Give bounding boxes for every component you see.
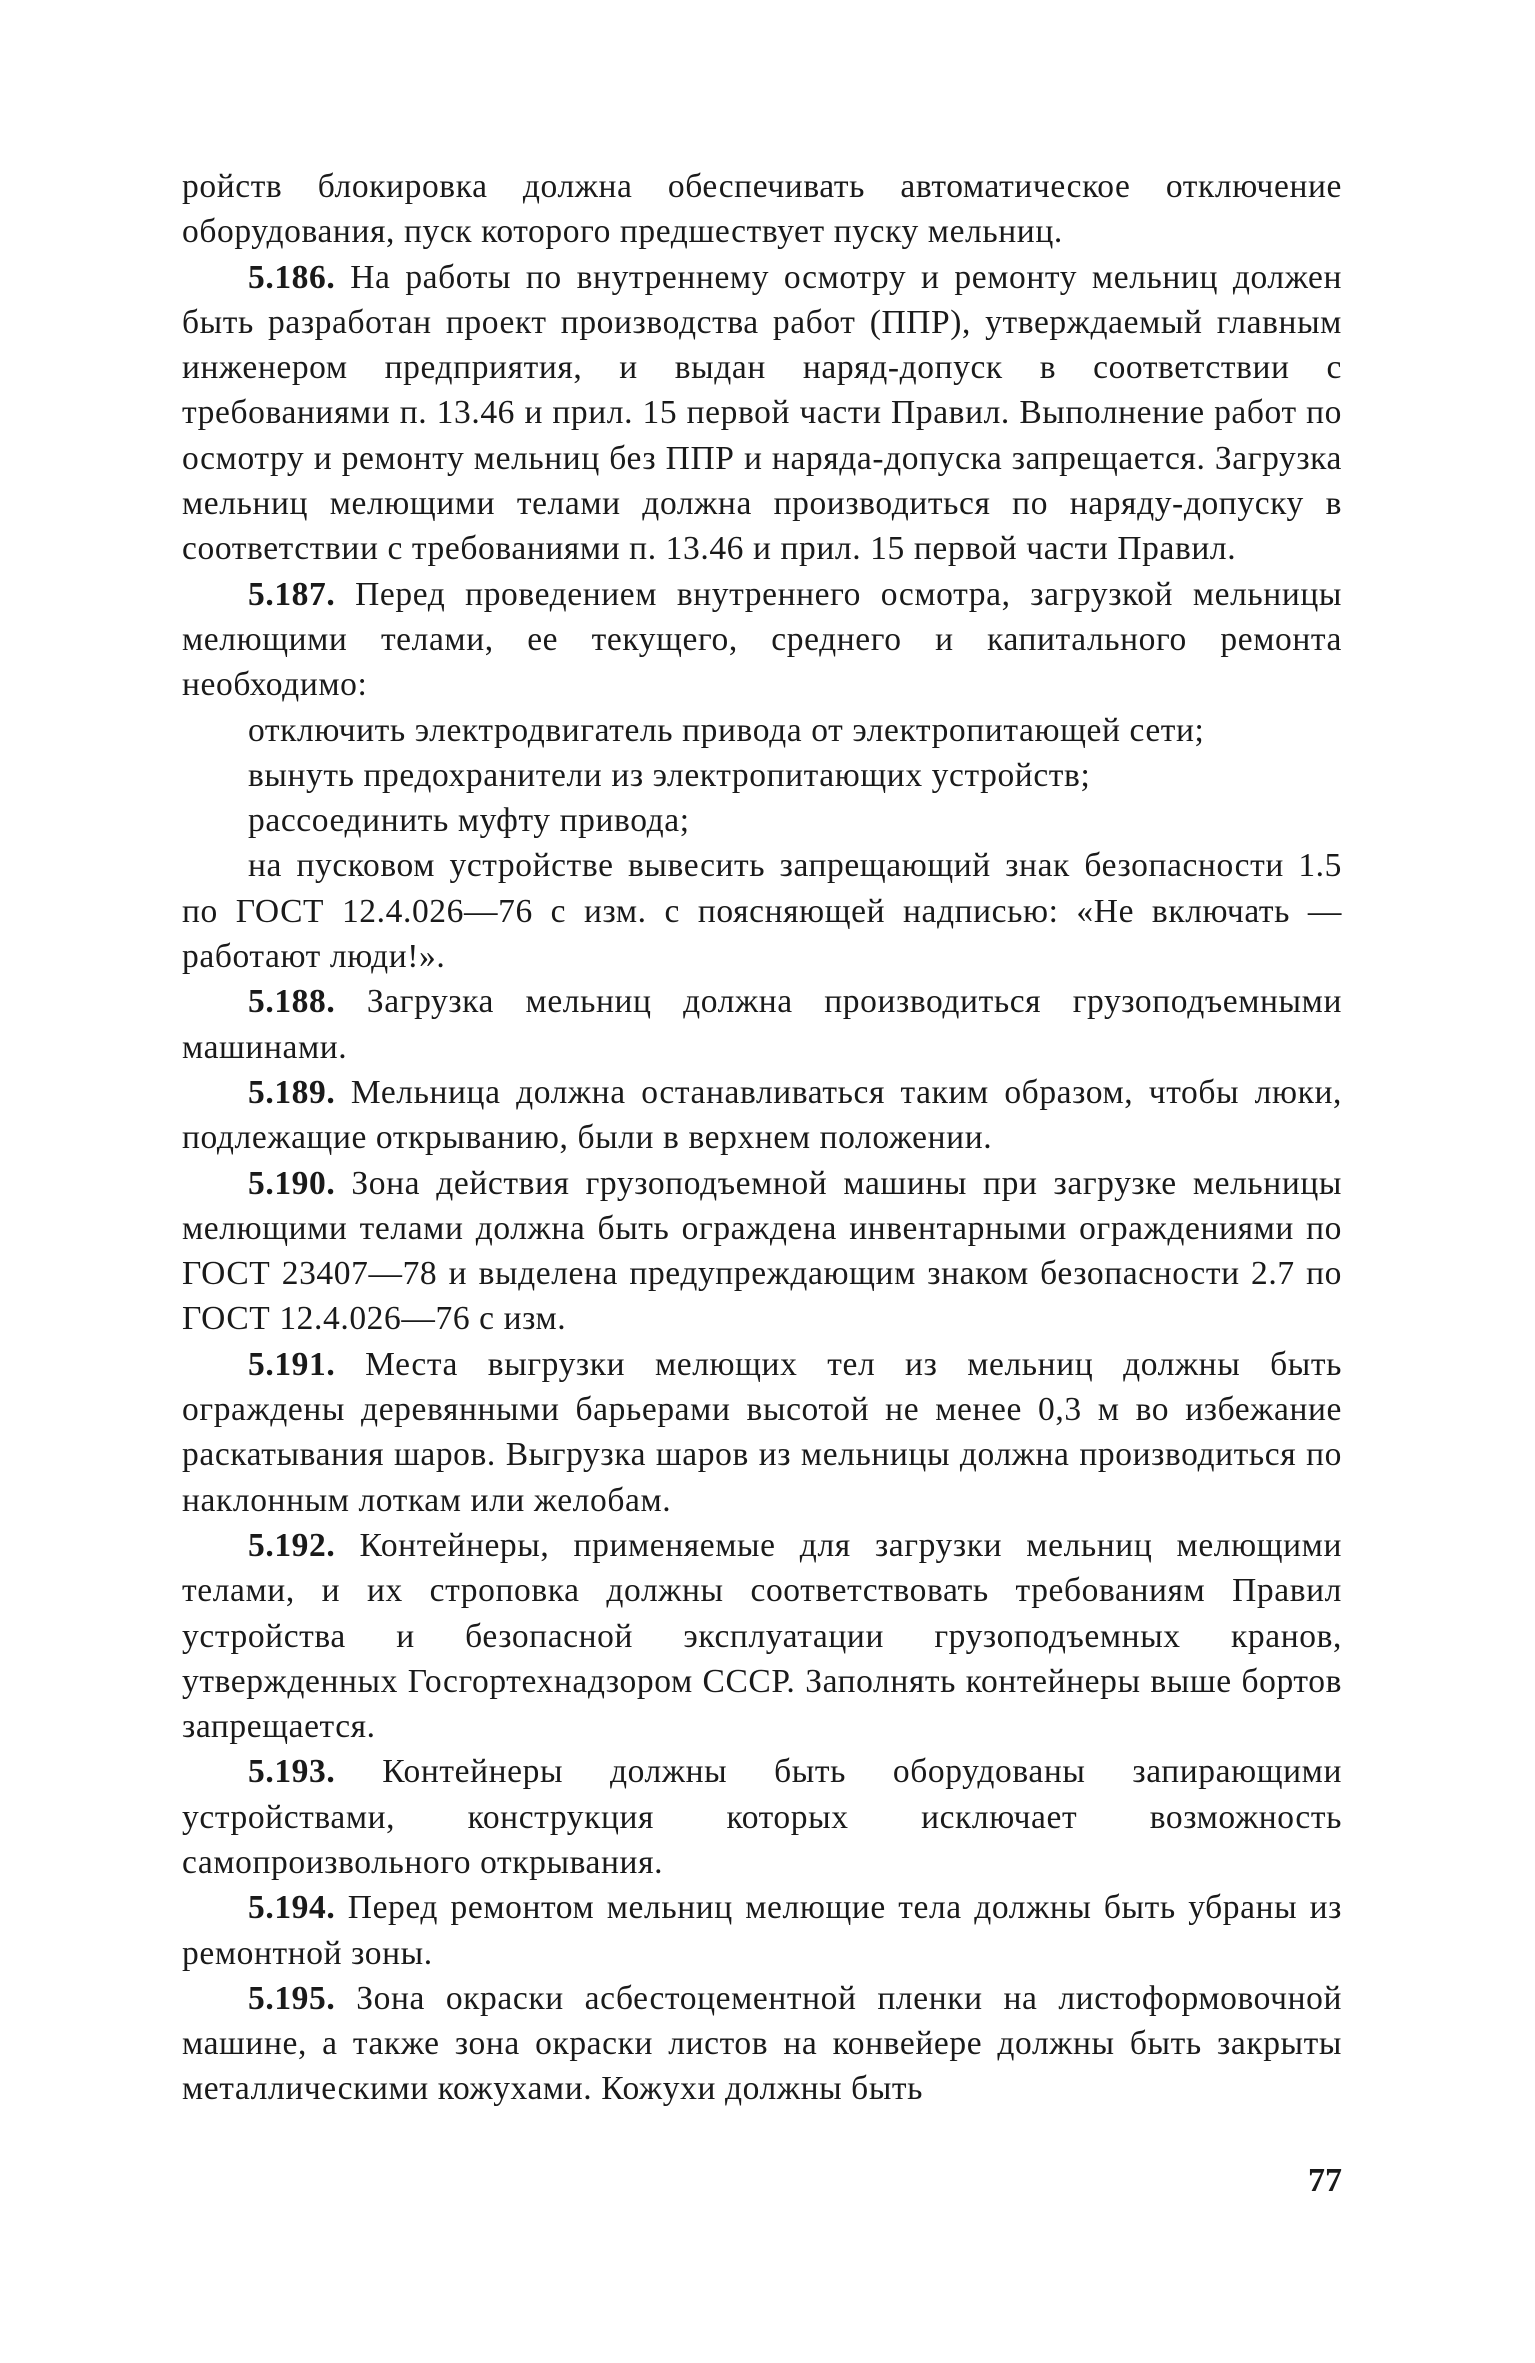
clause-number: 5.187. [248,575,336,613]
clause-number: 5.189. [248,1073,336,1111]
list-item [182,753,1342,798]
clause-paragraph [182,1342,1342,1523]
clause-number: 5.191. [248,1345,336,1383]
list-item [182,798,1342,843]
clause-number: 5.193. [248,1753,336,1791]
clause-paragraph [182,1885,1342,1976]
paragraph-text: Мельница должна останавливаться таким образом, чтобы люки, подлежащие открыванию, были в верхнем положении. [182,1073,1342,1157]
paragraph-text: Перед проведением внутреннего осмотра, загрузкой мельницы мелющими телами, ее текущего, среднего и капитального ремонта необходимо: [182,575,1342,704]
list-item [182,843,1342,979]
clause-paragraph [182,1749,1342,1885]
paragraph-text: Зона окраски асбестоцементной пленки на листоформовочной машине, а также зона окраски листов на конвейере должны быть закрыты металлическими кожухами. Кожухи должны быть [182,1979,1342,2108]
clause-number: 5.195. [248,1979,336,2017]
paragraph-text: на пусковом устройстве вывесить запрещающий знак безопасности 1.5 по ГОСТ 12.4.026—76 с изм. с поясняющей надписью: «Не включать — работают люди!». [182,847,1342,976]
paragraph-text: ройств блокировка должна обеспечивать автоматическое отключение оборудования, пуск которого предшествует пуску мельниц. [182,168,1342,251]
paragraph-text: Места выгрузки мелющих тел из мельниц должны быть ограждены деревянными барьерами высотой не менее 0,3 м во избежание раскатывания шаров. Выгрузка шаров из мельницы должна производиться по наклонным лоткам или желобам. [182,1345,1342,1519]
paragraph-text: Зона действия грузоподъемной машины при загрузке мельницы мелющими телами должна быть ограждена инвентарными ограждениями по ГОСТ 23407—78 и выделена предупреждающим знаком безопасности 2.7 по ГОСТ 12.4.026—76 с изм. [182,1164,1342,1338]
list-item [182,708,1342,753]
page-number: 77 [1308,2162,1342,2199]
paragraph-text: На работы по внутреннему осмотру и ремонту мельниц должен быть разработан проект производства работ (ППР), утверждаемый главным инженером предприятия, и выдан наряд-допуск в соответствии с требованиями п. 13.46 и прил. 15 первой части Правил. Выполнение работ по осмотру и ремонту мельниц без ППР и наряда-допуска запрещается. Загрузка мельниц мелющими телами должна производиться по наряду-допуску в соответствии с требованиями п. 13.46 и прил. 15 первой части Правил. [182,258,1342,568]
paragraph-text: рассоединить муфту привода; [248,802,690,840]
clause-paragraph [182,1976,1342,2112]
paragraph-text: отключить электродвигатель привода от электропитающей сети; [248,711,1205,749]
clause-paragraph [182,572,1342,708]
clause-paragraph [182,1070,1342,1161]
clause-paragraph [182,1161,1342,1342]
clause-number: 5.192. [248,1526,336,1564]
paragraph-continuation [182,164,1342,255]
body-text [182,164,1342,2112]
paragraph-text: Загрузка мельниц должна производиться грузоподъемными машинами. [182,983,1342,1066]
clause-number: 5.194. [248,1889,336,1927]
clause-number: 5.190. [248,1164,336,1202]
clause-paragraph [182,255,1342,572]
clause-paragraph [182,979,1342,1070]
paragraph-text: Контейнеры, применяемые для загрузки мельниц мелющими телами, и их строповка должны соответствовать требованиям Правил устройства и безопасной эксплуатации грузоподъемных кранов, утвержденных Госгортехнадзором СССР. Заполнять контейнеры выше бортов запрещается. [182,1526,1342,1746]
clause-number: 5.188. [248,983,336,1021]
clause-number: 5.186. [248,258,336,296]
paragraph-text: Перед ремонтом мельниц мелющие тела должны быть убраны из ремонтной зоны. [182,1889,1342,1972]
clause-paragraph [182,1523,1342,1749]
paragraph-text: Контейнеры должны быть оборудованы запирающими устройствами, конструкция которых исключает возможность самопроизвольного открывания. [182,1753,1342,1881]
paragraph-text: вынуть предохранители из электропитающих устройств; [248,756,1091,794]
